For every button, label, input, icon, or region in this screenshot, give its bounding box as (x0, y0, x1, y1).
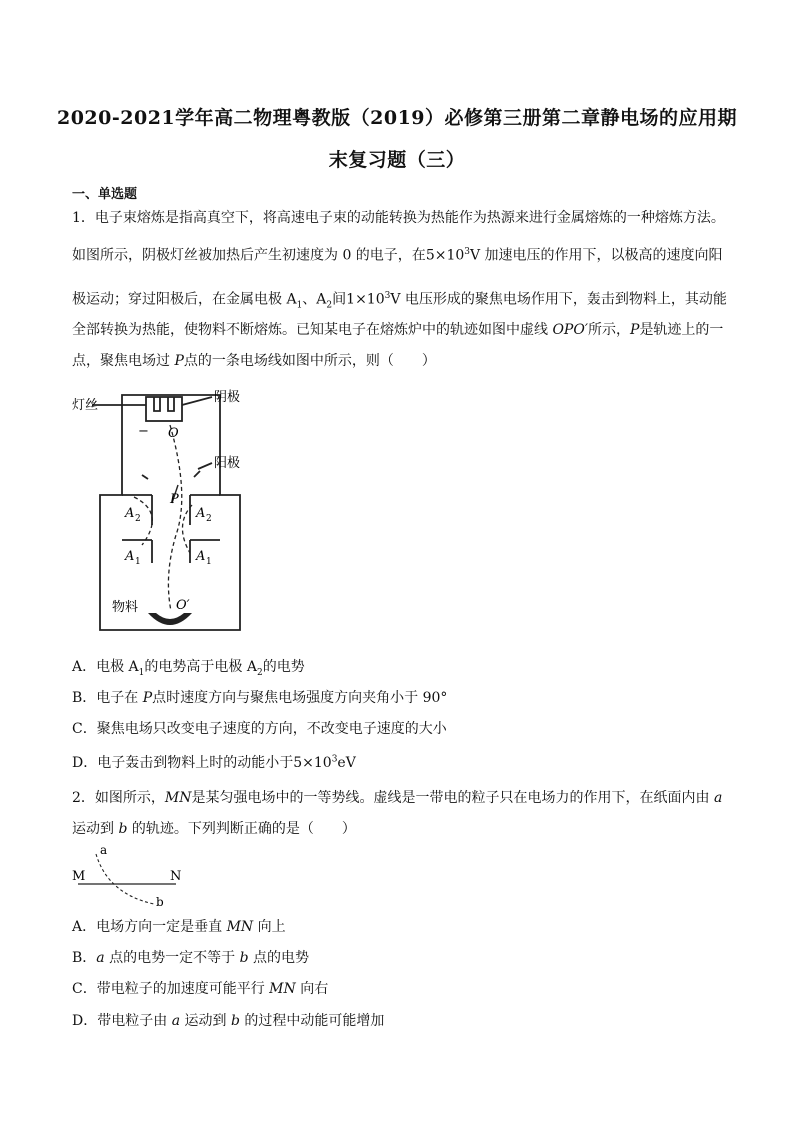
fig-label-anode: 阳极 (214, 456, 241, 471)
q1-option-b[interactable]: B．电子在 P点时速度方向与聚焦电场强度方向夹角小于 90° (72, 690, 448, 706)
q1-line-4: 全部转换为热能，使物料不断熔炼。已知某电子在熔炼炉中的轨迹如图中虚线 OPO′所示，P是轨迹上的一 (72, 322, 724, 338)
q2-line-2: 运动到 b 的轨迹。下列判断正确的是（ ） (72, 821, 356, 837)
q1-line-3: 极运动；穿过阳极后，在金属电极 $A_1$、$A_2$间$1\times 10^3V$ 电压形成的聚焦电场作用下，轰击到物料上，其动能 (72, 291, 727, 311)
fig2-label-a: a (100, 843, 108, 857)
title-line-1: 2020-2021学年高二物理粤教版（2019）必修第三册第二章静电场的应用期 (56, 107, 738, 129)
fig-label-a2-left: A (125, 506, 135, 521)
q2-option-b[interactable]: B．a 点的电势一定不等于 b 点的电势 (72, 950, 309, 966)
fig2-label-n: N (170, 869, 182, 884)
fig-label-filament: 灯丝 (72, 398, 99, 413)
fig-label-o: O (168, 426, 179, 441)
fig-label-a2-right: A (196, 506, 206, 521)
q2-option-c[interactable]: C．带电粒子的加速度可能平行 MN 向右 (72, 981, 329, 997)
fig-label-p: P (170, 492, 179, 507)
q2-line-1: 2．如图所示，MN是某匀强电场中的一等势线。虚线是一带电的粒子只在电场力的作用下，在纸面内由 a (72, 790, 723, 806)
q1-furnace-figure (72, 385, 252, 635)
fig-label-minus: − (138, 424, 149, 439)
q2-equipotential-figure (72, 842, 192, 912)
fig-label-a1-right: A (196, 549, 206, 564)
q1-line-1: 1．电子束熔炼是指高真空下，将高速电子束的动能转换为热能作为热源来进行金属熔炼的一种熔炼方法。 (72, 210, 725, 226)
title-line-2: 末复习题（三） (328, 149, 466, 171)
fig-label-a1-right-sub: 1 (206, 557, 212, 567)
fig2-label-b: b (156, 895, 164, 909)
q1-option-a[interactable]: A．电极 $A_1$的电势高于电极 $A_2$的电势 (72, 659, 305, 678)
fig-label-o-prime: O′ (176, 598, 190, 613)
q1-option-d[interactable]: D．电子轰击到物料上时的动能小于$5\times 10^3eV$ (72, 754, 356, 771)
q2-option-a[interactable]: A．电场方向一定是垂直 MN 向上 (72, 919, 286, 935)
q1-option-c[interactable]: C．聚焦电场只改变电子速度的方向，不改变电子速度的大小 (72, 721, 447, 737)
fig-label-a2-left-sub: 2 (135, 514, 141, 524)
q1-line-5: 点，聚焦电场过 P点的一条电场线如图中所示，则（ ） (72, 353, 436, 369)
q2-option-d[interactable]: D．带电粒子由 a 运动到 b 的过程中动能可能增加 (72, 1013, 385, 1029)
q1-line-2: 如图所示，阴极灯丝被加热后产生初速度为 0 的电子，在$5\times 10^3V$ 加速电压的作用下，以极高的速度向阳 (72, 247, 723, 264)
fig-label-cathode: 阴极 (214, 390, 241, 405)
fig-label-material: 物料 (112, 600, 139, 615)
fig-label-a1-left-sub: 1 (135, 557, 141, 567)
section-heading: 一、单选题 (72, 187, 138, 202)
trajectory-curve (96, 854, 154, 904)
fig-label-a2-right-sub: 2 (206, 514, 212, 524)
fig-label-a1-left: A (125, 549, 135, 564)
fig2-label-m: M (72, 869, 86, 884)
